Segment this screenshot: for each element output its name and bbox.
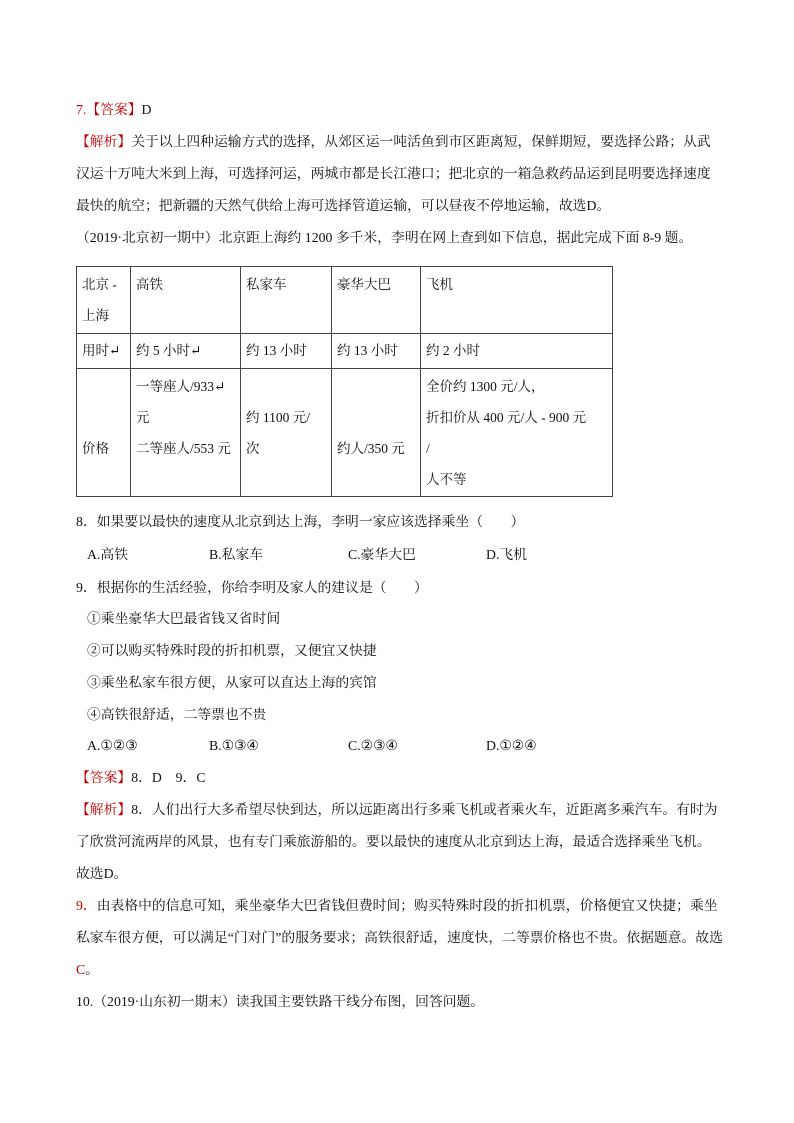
q8-option-a: A.高铁 bbox=[87, 547, 129, 562]
q8-9-analysis-line-2: 了欣赏河流两岸的风景，也有专门乘旅游船的。要以最快的速度从北京到达上海，最适合选择乘坐飞机。 bbox=[76, 834, 711, 849]
table-header-car: 私家车 bbox=[246, 277, 287, 292]
q8-option-c: C.豪华大巴 bbox=[348, 547, 416, 562]
table-price-gaotie-line-3: 二等座人/553 元 bbox=[136, 441, 231, 456]
q8-9-analysis-text-1: 8．人们出行大多希望尽快到达，所以远距离出行多乘飞机或者乘火车，近距离多乘汽车。有时为 bbox=[131, 802, 718, 817]
q7-answer-line bbox=[76, 100, 152, 120]
table-price-gaotie-line-1: 一等座人/933↵ bbox=[136, 379, 226, 394]
table-price-gaotie-cell bbox=[131, 369, 241, 497]
q9-option-a: A.①②③ bbox=[87, 738, 138, 753]
q8-9-analysis-text-4: 由表格中的信息可知，乘坐豪华大巴省钱但费时间；购买特殊时段的折扣机票，价格便宜又快捷；乘坐 bbox=[96, 898, 718, 913]
table-time-gaotie-cell bbox=[131, 334, 241, 369]
table-header-plane: 飞机 bbox=[426, 277, 453, 292]
table-price-plane-line-3: / bbox=[426, 441, 430, 456]
q8-9-analysis-line-5: 私家车很方便，可以满足“门对门”的服务要求；高铁很舒适，速度快，二等票价格也不贵。依据题意。故选 bbox=[76, 930, 723, 945]
q8-9-answer-text: 8．D 9．C bbox=[131, 770, 206, 785]
table-time-car-cell bbox=[241, 334, 332, 369]
table-header-route-cell bbox=[77, 267, 131, 334]
table-header-gaotie: 高铁 bbox=[136, 277, 163, 292]
table-price-label-cell bbox=[77, 369, 131, 497]
q9-analysis-number: 9． bbox=[76, 898, 97, 913]
table-header-gaotie-cell bbox=[131, 267, 241, 334]
q9-statement-3: ③乘坐私家车很方便，从家可以直达上海的宾馆 bbox=[87, 675, 377, 690]
q7-analysis-line-1 bbox=[76, 132, 711, 152]
q8-9-analysis-line-1 bbox=[76, 800, 718, 820]
table-header-route-line-2: 上海 bbox=[82, 308, 109, 323]
q7-analysis-text-1: 关于以上四种运输方式的选择，从郊区运一吨活鱼到市区距离短，保鲜期短，要选择公路；从武 bbox=[131, 134, 711, 149]
q8-9-intro: （2019·北京初一期中）北京距上海约 1200 多千米，李明在网上查到如下信息，据此完成下面 8-9 题。 bbox=[76, 230, 693, 245]
q7-analysis-line-2: 汉运十万吨大米到上海，可选择河运，两城市都是长江港口；把北京的一箱急救药品运到昆明要选择速度 bbox=[76, 166, 711, 181]
table-time-bus-cell bbox=[332, 334, 421, 369]
q7-answer-tag: 【答案】 bbox=[86, 102, 142, 117]
table-price-car-line-1: 约 1100 元/ bbox=[246, 410, 310, 425]
q8-9-analysis-tag: 【解析】 bbox=[76, 802, 132, 817]
q9-statement-4: ④高铁很舒适，二等票也不贵 bbox=[87, 707, 267, 722]
table-header-plane-cell bbox=[421, 267, 613, 334]
table-price-car-cell bbox=[241, 369, 332, 497]
table-price-plane-line-4: 人不等 bbox=[426, 472, 467, 487]
q9-stem: 9．根据你的生活经验，你给李明及家人的建议是（ ） bbox=[76, 580, 428, 595]
table-price-bus-cell bbox=[332, 369, 421, 497]
q8-stem: 8．如果要以最快的速度从北京到达上海，李明一家应该选择乘坐（ ） bbox=[76, 514, 525, 529]
q9-analysis-answer: C bbox=[76, 962, 86, 977]
q9-option-b: B.①③④ bbox=[209, 738, 259, 753]
q8-option-d: D.飞机 bbox=[486, 547, 528, 562]
q8-9-answer-line bbox=[76, 768, 206, 788]
table-time-bus: 约 13 小时 bbox=[337, 343, 398, 358]
q8-9-analysis-line-4 bbox=[76, 896, 718, 916]
table-time-gaotie: 约 5 小时↵ bbox=[136, 343, 202, 358]
table-time-car: 约 13 小时 bbox=[246, 343, 307, 358]
table-header-bus-cell bbox=[332, 267, 421, 334]
table-price-car-line-2: 次 bbox=[246, 441, 260, 456]
table-time-plane: 约 2 小时 bbox=[426, 343, 480, 358]
table-price-plane-line-2: 折扣价从 400 元/人 - 900 元 bbox=[426, 410, 587, 425]
table-header-car-cell bbox=[241, 267, 332, 334]
table-price-gaotie-line-2: 元 bbox=[136, 410, 150, 425]
table-header-route-line-1: 北京 - bbox=[82, 277, 117, 292]
table-price-label: 价格 bbox=[82, 441, 109, 456]
table-header-bus: 豪华大巴 bbox=[337, 277, 391, 292]
q7-analysis-tag: 【解析】 bbox=[76, 134, 132, 149]
q8-option-b: B.私家车 bbox=[209, 547, 264, 562]
table-time-label-cell bbox=[77, 334, 131, 369]
table-price-plane-line-1: 全价约 1300 元/人， bbox=[426, 379, 545, 394]
q7-answer: D bbox=[141, 102, 152, 117]
q8-9-analysis-line-3: 故选D。 bbox=[76, 866, 128, 881]
q7-number: 7. bbox=[76, 102, 87, 117]
q7-analysis-line-3: 最快的航空；把新疆的天然气供给上海可选择管道运输，可以昼夜不停地运输，故选D。 bbox=[76, 198, 611, 213]
q9-option-d: D.①②④ bbox=[486, 738, 537, 753]
q8-9-analysis-line-6 bbox=[76, 960, 99, 980]
q9-statement-1: ①乘坐豪华大巴最省钱又省时间 bbox=[87, 611, 281, 626]
transport-info-table bbox=[76, 266, 613, 497]
q9-analysis-end: 。 bbox=[85, 962, 99, 977]
q9-option-c: C.②③④ bbox=[348, 738, 398, 753]
q10-stem: 10.（2019·山东初一期末）读我国主要铁路干线分布图，回答问题。 bbox=[76, 994, 485, 1009]
table-time-label: 用时↵ bbox=[82, 343, 121, 358]
q9-statement-2: ②可以购买特殊时段的折扣机票，又便宜又快捷 bbox=[87, 643, 377, 658]
q8-9-answer-tag: 【答案】 bbox=[76, 770, 132, 785]
table-price-plane-cell bbox=[421, 369, 613, 497]
table-price-bus-line-1: 约人/350 元 bbox=[337, 441, 405, 456]
table-time-plane-cell bbox=[421, 334, 613, 369]
